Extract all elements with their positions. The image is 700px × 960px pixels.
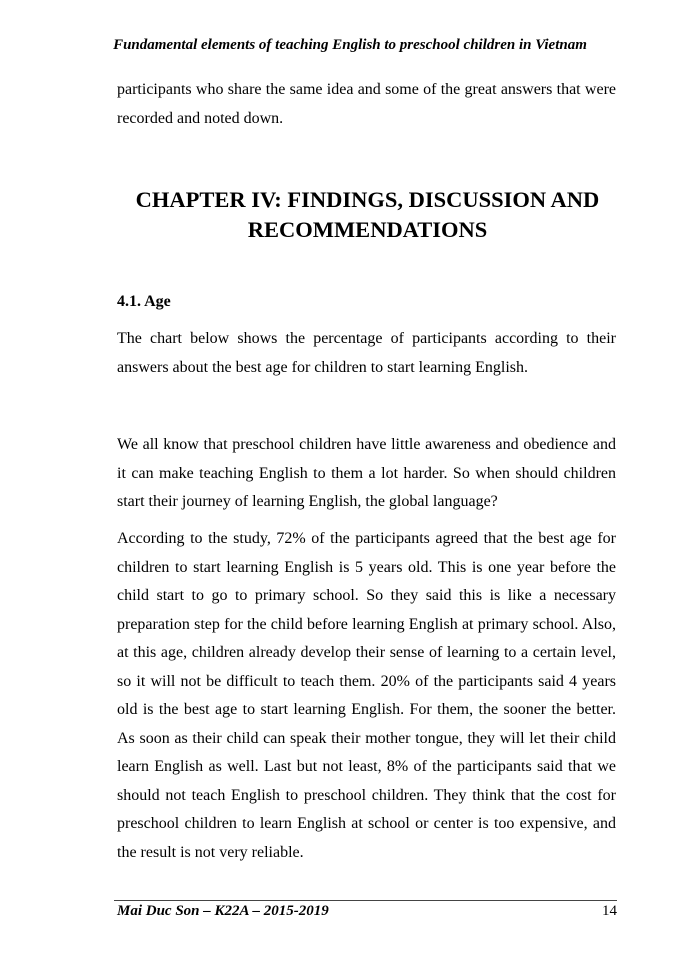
running-header: Fundamental elements of teaching English to preschool children in Vietnam — [113, 37, 587, 53]
footer-author: Mai Duc Son – K22A – 2015-2019 — [117, 903, 329, 919]
chapter-title: CHAPTER IV: FINDINGS, DISCUSSION AND RECOMMENDATIONS — [135, 187, 600, 242]
paragraph-chart-intro: The chart below shows the percentage of participants according to their answers about the best age for children to start learning English. — [117, 330, 616, 376]
page-number: 14 — [602, 903, 617, 919]
footer-divider — [114, 900, 617, 901]
section-heading: 4.1. Age — [117, 293, 171, 310]
paragraph-continuation: participants who share the same idea and some of the great answers that were recorded and noted down. — [117, 81, 616, 127]
paragraph-study-results: According to the study, 72% of the participants agreed that the best age for children to start learning English is 5 years old. This is one year before the child start to go to primary school. So they said this is like a necessary preparation step for the child before learning English at primary school. Also, at this age, children already develop their sense of learning to a certain level, so it will not be difficult to teach them. 20% of the participants said 4 years old is the best age to start learning English. For them, the sooner the better. As soon as their child can speak their mother tongue, they will let their child learn English as well. Last but not least, 8% of the participants said that we should not teach English to preschool children. They think that the cost for preschool children to learn English at school or center is too expensive, and the result is not very reliable. — [117, 530, 616, 861]
paragraph-awareness: We all know that preschool children have little awareness and obedience and it can make teaching English to them a lot harder. So when should children start their journey of learning English, the global language? — [117, 436, 616, 510]
